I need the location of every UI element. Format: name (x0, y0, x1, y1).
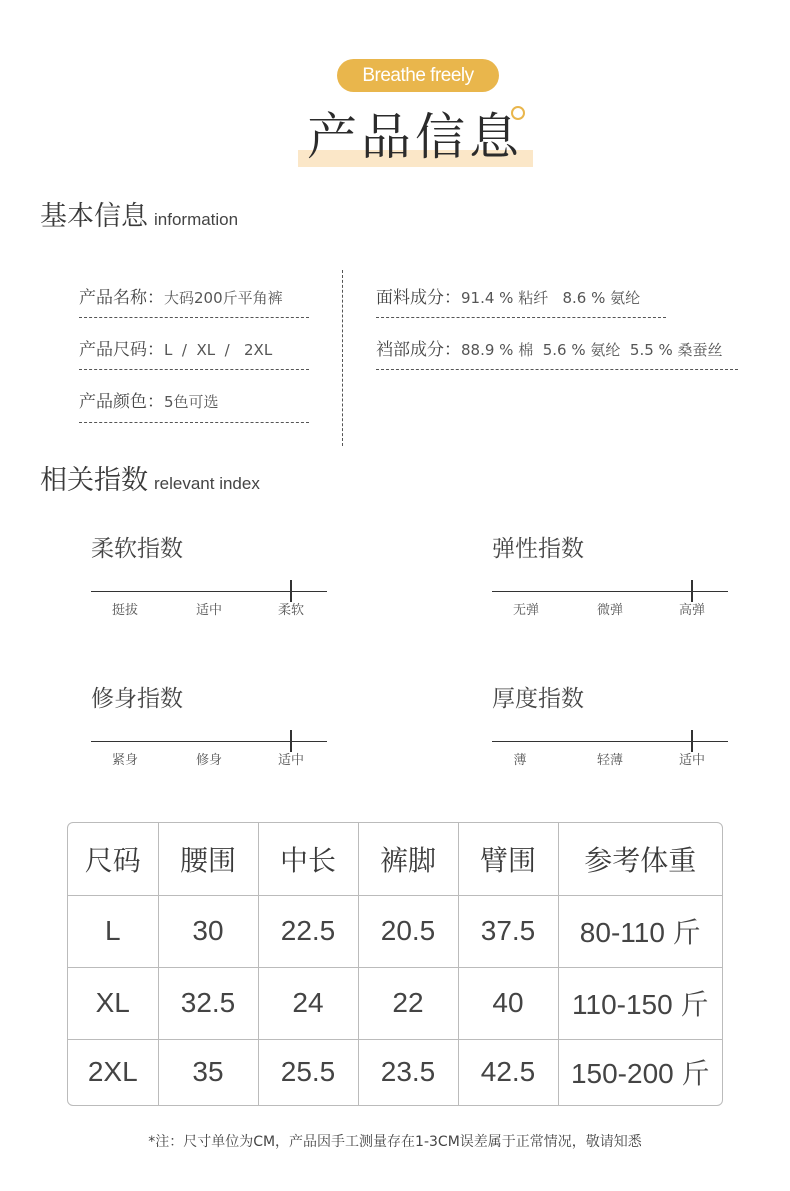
table-row (68, 1039, 722, 1105)
info-item-color (79, 390, 219, 414)
table-header-cell: 中长 (258, 823, 358, 895)
info-label: 产品尺码： (79, 340, 164, 360)
table-cell: 40 (458, 967, 558, 1039)
index-label: 微弹 (596, 603, 623, 618)
size-table (67, 822, 723, 1106)
index-label: 修身 (195, 753, 222, 768)
table-cell: 24 (258, 967, 358, 1039)
info-label: 产品名称： (79, 288, 164, 308)
index-title: 修身指数 (91, 686, 183, 712)
index-title: 厚度指数 (492, 686, 584, 712)
relevant-index-heading (40, 463, 260, 502)
table-cell: 22.5 (258, 895, 358, 967)
thickness-index (492, 684, 728, 774)
info-value: 88.9 % 棉 5.6 % 氨纶 5.5 % 桑蚕丝 (461, 341, 723, 359)
vertical-divider (342, 270, 343, 446)
divider (79, 317, 309, 318)
info-label: 产品颜色： (79, 392, 164, 412)
breathe-freely-badge: Breathe freely (337, 59, 499, 92)
info-value: L / XL / 2XL (164, 341, 273, 359)
index-label: 适中 (195, 603, 222, 618)
info-item-name (79, 286, 283, 310)
index-marker (691, 730, 693, 752)
info-label: 面料成分： (376, 288, 461, 308)
relevant-index-title-en: relevant index (154, 474, 260, 493)
page-title: 产品信息 (307, 108, 523, 166)
basic-info-heading (40, 199, 238, 238)
info-value: 5色可选 (164, 393, 219, 411)
index-title: 弹性指数 (492, 536, 584, 562)
table-header-cell: 腰围 (158, 823, 258, 895)
index-label: 挺拔 (111, 603, 138, 618)
table-header-cell: 裤脚 (358, 823, 458, 895)
table-cell: XL (68, 967, 158, 1039)
elasticity-index (492, 534, 728, 624)
info-item-crotch (376, 338, 723, 362)
table-cell: 37.5 (458, 895, 558, 967)
table-cell: 25.5 (258, 1039, 358, 1105)
table-row (68, 895, 722, 967)
index-label: 适中 (678, 753, 705, 768)
table-cell: 2XL (68, 1039, 158, 1105)
table-row (68, 967, 722, 1039)
table-cell: L (68, 895, 158, 967)
divider (79, 422, 309, 423)
info-item-fabric (376, 286, 640, 310)
footnote: *注：尺寸单位为CM，产品因手工测量存在1-3CM误差属于正常情况，敬请知悉 (148, 1134, 642, 1150)
index-label: 适中 (277, 753, 304, 768)
info-item-size (79, 338, 272, 362)
slimness-index (91, 684, 327, 774)
index-label: 高弹 (678, 603, 705, 618)
divider (376, 369, 738, 370)
table-cell: 30 (158, 895, 258, 967)
index-title: 柔软指数 (91, 536, 183, 562)
index-marker (290, 580, 292, 602)
index-label: 无弹 (512, 603, 539, 618)
table-cell: 42.5 (458, 1039, 558, 1105)
table-cell: 80-110 斤 (558, 895, 722, 967)
basic-info-title-cn: 基本信息 (40, 201, 148, 232)
info-value: 大码200斤平角裤 (164, 289, 283, 307)
table-cell: 35 (158, 1039, 258, 1105)
table-cell: 20.5 (358, 895, 458, 967)
index-marker (691, 580, 693, 602)
index-label: 薄 (513, 753, 527, 768)
table-cell: 23.5 (358, 1039, 458, 1105)
table-header-cell: 臂围 (458, 823, 558, 895)
table-cell: 32.5 (158, 967, 258, 1039)
relevant-index-title-cn: 相关指数 (40, 465, 148, 496)
index-label: 轻薄 (596, 753, 623, 768)
index-label: 紧身 (111, 753, 138, 768)
info-value: 91.4 % 粘纤 8.6 % 氨纶 (461, 289, 641, 307)
index-marker (290, 730, 292, 752)
divider (79, 369, 309, 370)
index-label: 柔软 (277, 603, 304, 618)
table-cell: 150-200 斤 (558, 1039, 722, 1105)
table-cell: 110-150 斤 (558, 967, 722, 1039)
table-header-cell: 参考体重 (558, 823, 722, 895)
info-label: 裆部成分： (376, 340, 461, 360)
divider (376, 317, 666, 318)
basic-info-title-en: information (154, 210, 239, 229)
softness-index (91, 534, 327, 624)
table-header-row (68, 823, 722, 895)
table-cell: 22 (358, 967, 458, 1039)
table-header-cell: 尺码 (68, 823, 158, 895)
decorative-circle-icon (511, 106, 525, 120)
